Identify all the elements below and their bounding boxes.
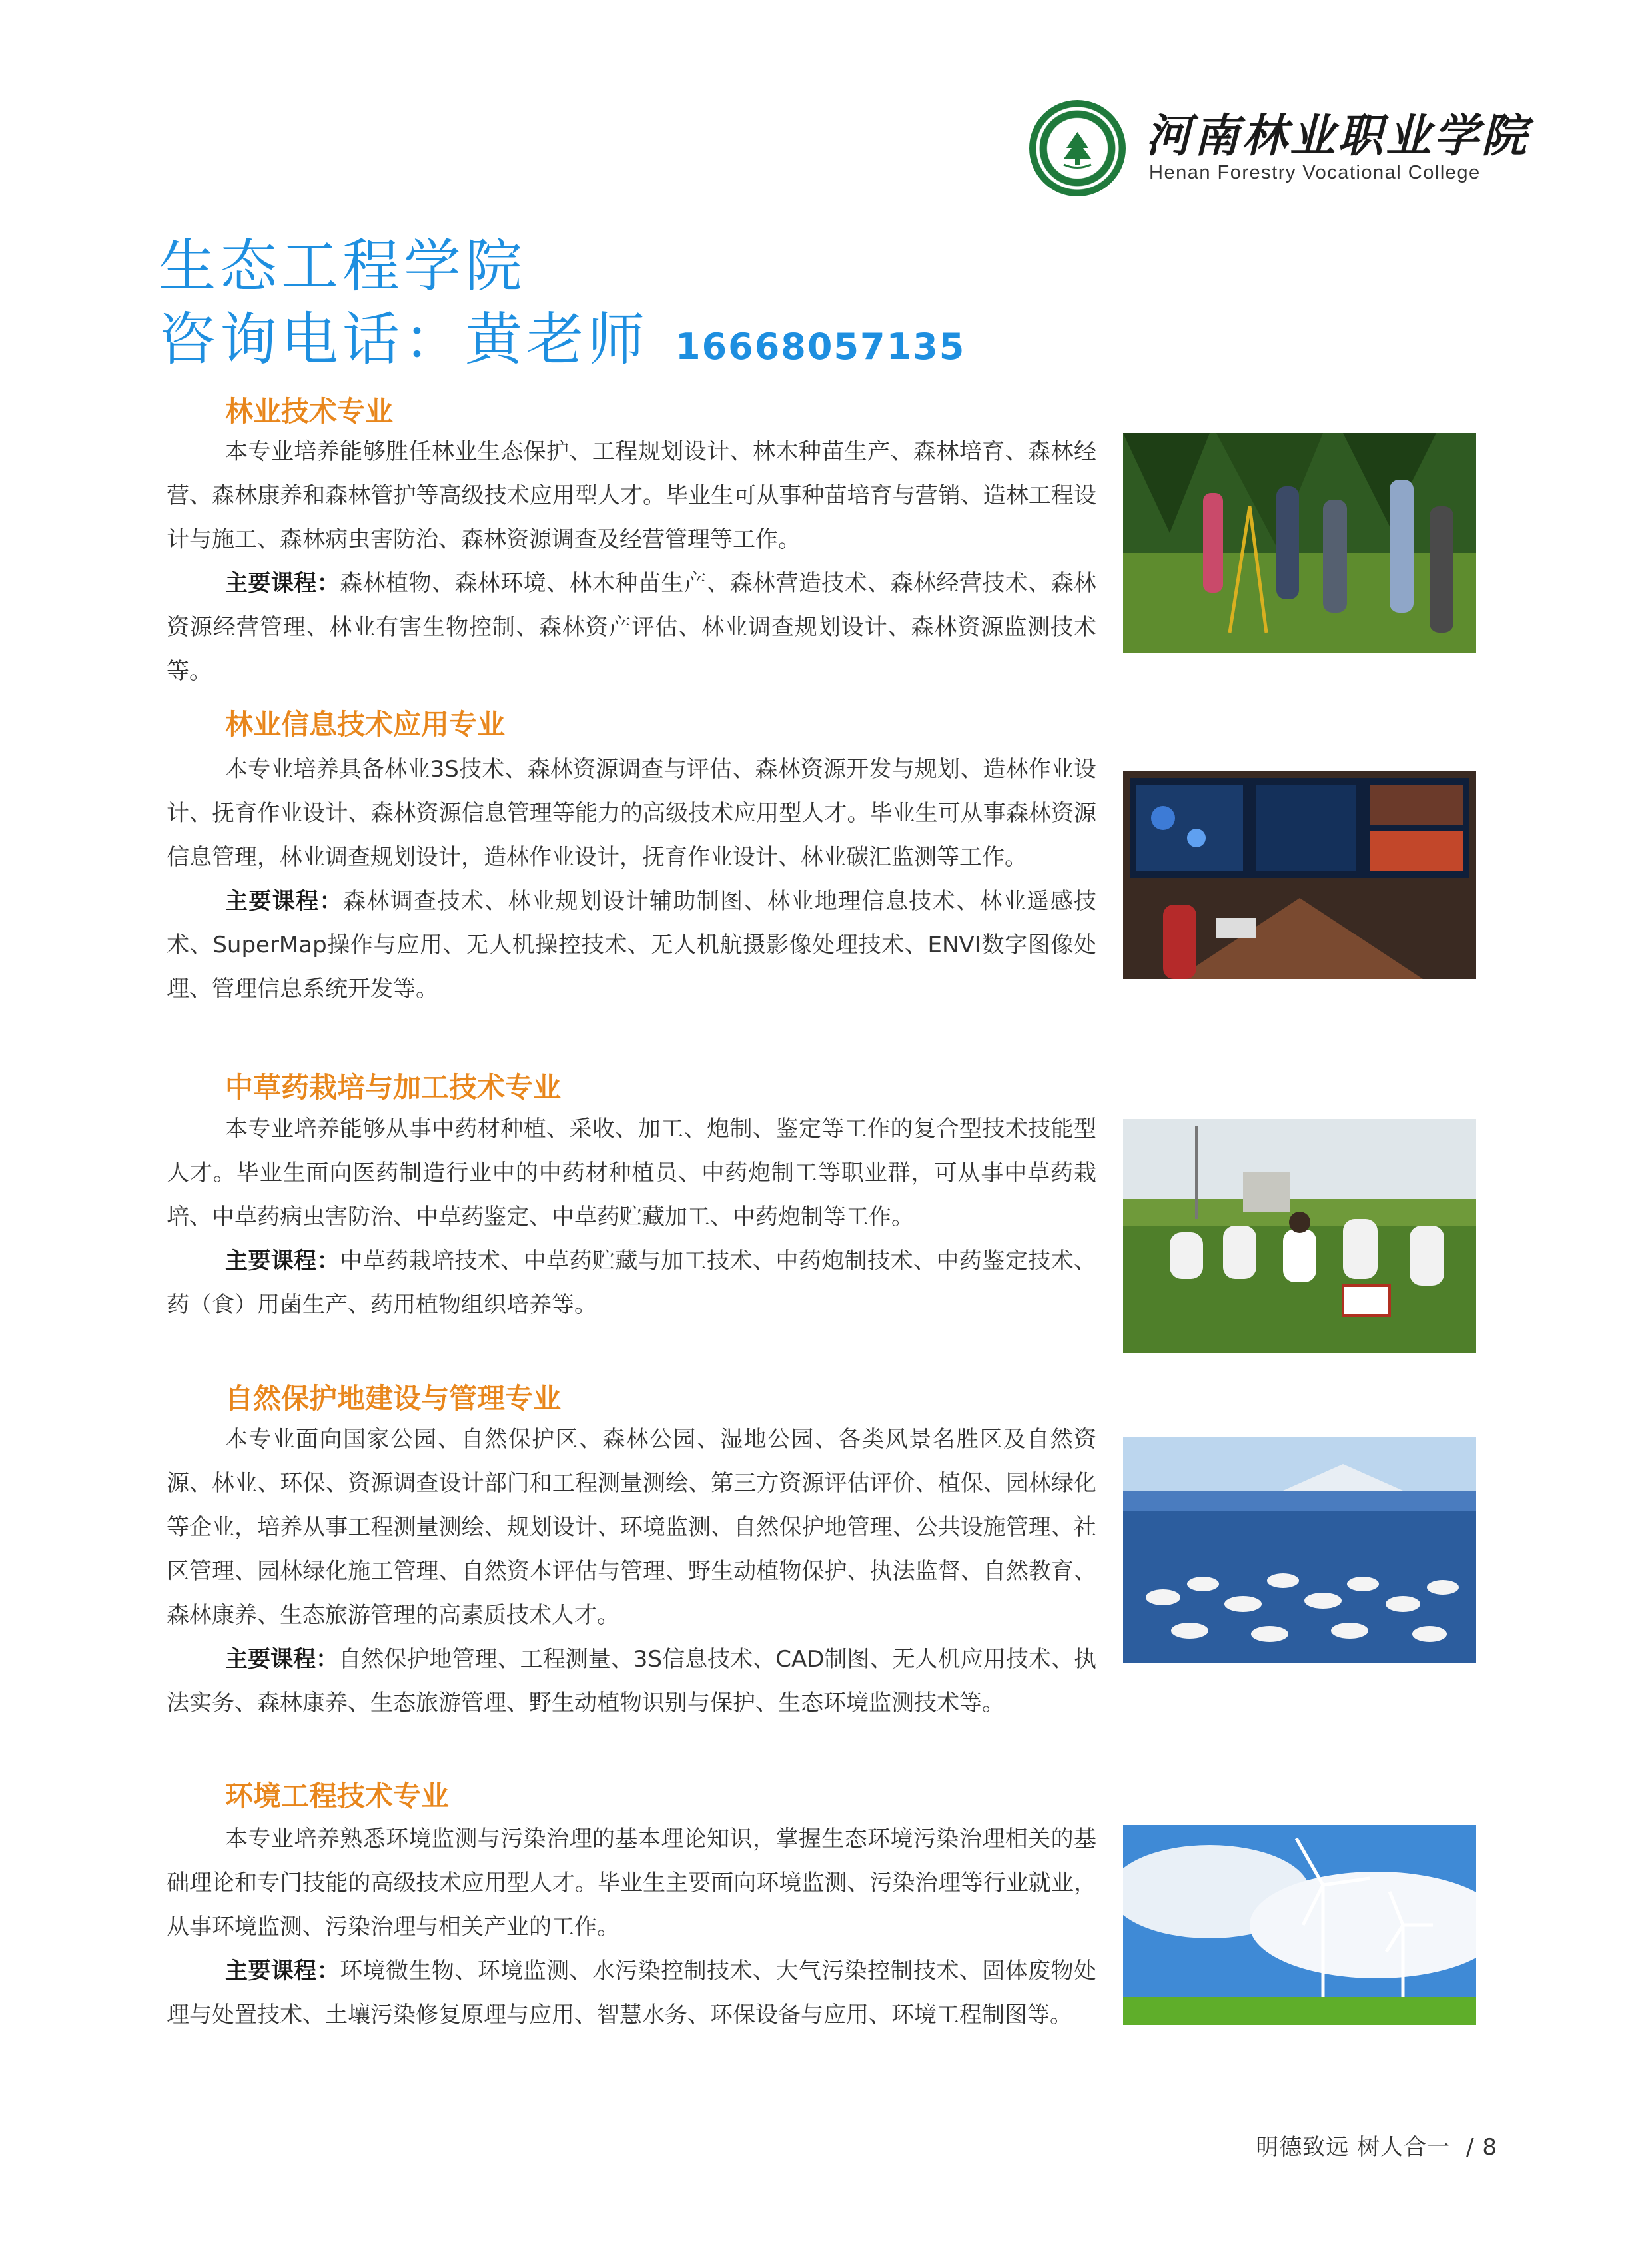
course-list: 自然保护地管理、工程测量、3S信息技术、CAD制图、无人机应用技术、执法实务、森林康养、生态旅游管理、野生动植物识别与保护、生态环境监测技术等。 xyxy=(167,1646,1096,1716)
photo-herb-field xyxy=(1123,1119,1476,1353)
section-description: 本专业培养具备林业3S技术、森林资源调查与评估、森林资源开发与规划、造林作业设计、抚育作业设计、森林资源信息管理等能力的高级技术应用型人才。毕业生可从事森林资源信息管理，林业调查规划设计，造林作业设计，抚育作业设计、林业碳汇监测等工作。 xyxy=(167,756,1096,871)
photo-control-room xyxy=(1123,771,1476,979)
course-label: 主要课程： xyxy=(225,1248,340,1274)
section-description: 本专业培养能够胜任林业生态保护、工程规划设计、林木种苗生产、森林培育、森林经营、森林康养和森林管护等高级技术应用型人才。毕业生可从事种苗培育与营销、造林工程设计与施工、森林病虫害防治、森林资源调查及经营管理等工作。 xyxy=(167,438,1096,553)
section-courses xyxy=(167,879,1096,1011)
course-list: 森林调查技术、林业规划设计辅助制图、林业地理信息技术、林业遥感技术、SuperMap操作与应用、无人机操控技术、无人机航摄影像处理技术、ENVI数字图像处理、管理信息系统开发等。 xyxy=(167,888,1097,1002)
section-heading-herbal: 中草药栽培与加工技术专业 xyxy=(225,1071,562,1104)
course-list: 森林植物、森林环境、林木种苗生产、森林营造技术、森林经营技术、森林资源经营管理、林业有害生物控制、森林资产评估、林业调查规划设计、森林资源监测技术等。 xyxy=(167,570,1097,685)
contact-label: 咨询电话：黄老师 xyxy=(159,306,649,373)
college-logo xyxy=(1029,100,1126,196)
section-courses xyxy=(167,1949,1096,2037)
page-footer xyxy=(1256,2129,1497,2161)
section-heading-forestry-tech: 林业技术专业 xyxy=(225,395,394,428)
photo-wind-turbines xyxy=(1123,1825,1476,2025)
section-courses xyxy=(167,1637,1096,1725)
section-courses xyxy=(167,561,1096,693)
contact-line xyxy=(159,293,965,376)
photo-forest-survey xyxy=(1123,433,1476,653)
section-courses xyxy=(167,1239,1096,1327)
course-label: 主要课程： xyxy=(225,1646,339,1673)
course-label: 主要课程： xyxy=(225,888,343,915)
photo-swans-lake xyxy=(1123,1437,1476,1663)
course-label: 主要课程： xyxy=(225,1958,340,1984)
tree-emblem-icon xyxy=(1029,100,1126,196)
college-name-en: Henan Forestry Vocational College xyxy=(1149,162,1481,183)
section-body-environment xyxy=(167,1817,1096,2037)
section-heading-nature-reserve: 自然保护地建设与管理专业 xyxy=(225,1382,562,1415)
section-heading-forestry-info: 林业信息技术应用专业 xyxy=(225,708,506,741)
section-body-herbal xyxy=(167,1107,1096,1327)
section-heading-environment: 环境工程技术专业 xyxy=(225,1780,450,1812)
course-label: 主要课程： xyxy=(225,570,340,597)
section-description: 本专业培养能够从事中药材种植、采收、加工、炮制、鉴定等工作的复合型技术技能型人才。毕业生面向医药制造行业中的中药材种植员、中药炮制工等职业群，可从事中草药栽培、中草药病虫害防治、中草药鉴定、中草药贮藏加工、中药炮制等工作。 xyxy=(167,1116,1096,1230)
footer-motto: 明德致远 树人合一 xyxy=(1256,2134,1451,2161)
page-number: / 8 xyxy=(1466,2134,1497,2161)
contact-phone: 16668057135 xyxy=(675,326,966,368)
section-description: 本专业面向国家公园、自然保护区、森林公园、湿地公园、各类风景名胜区及自然资源、林业、环保、资源调查设计部门和工程测量测绘、第三方资源评估评价、植保、园林绿化等企业，培养从事工程测量测绘、规划设计、环境监测、自然保护地管理、公共设施管理、社区管理、园林绿化施工管理、自然资本评估与管理、野生动植物保护、执法监督、自然教育、森林康养、生态旅游管理的高素质技术人才。 xyxy=(167,1426,1096,1629)
section-body-nature-reserve xyxy=(167,1417,1096,1725)
course-list: 中草药栽培技术、中草药贮藏与加工技术、中药炮制技术、中药鉴定技术、药（食）用菌生产、药用植物组织培养等。 xyxy=(167,1248,1097,1318)
section-body-forestry-tech xyxy=(167,430,1096,693)
page-title: 生态工程学院 xyxy=(159,233,526,300)
section-body-forestry-info xyxy=(167,747,1096,1011)
course-list: 环境微生物、环境监测、水污染控制技术、大气污染控制技术、固体废物处理与处置技术、土壤污染修复原理与应用、智慧水务、环保设备与应用、环境工程制图等。 xyxy=(167,1958,1097,2028)
section-description: 本专业培养熟悉环境监测与污染治理的基本理论知识，掌握生态环境污染治理相关的基础理论和专门技能的高级技术应用型人才。毕业生主要面向环境监测、污染治理等行业就业，从事环境监测、污染治理与相关产业的工作。 xyxy=(167,1826,1096,1940)
college-name-cn: 河南林业职业学院 xyxy=(1146,109,1530,163)
